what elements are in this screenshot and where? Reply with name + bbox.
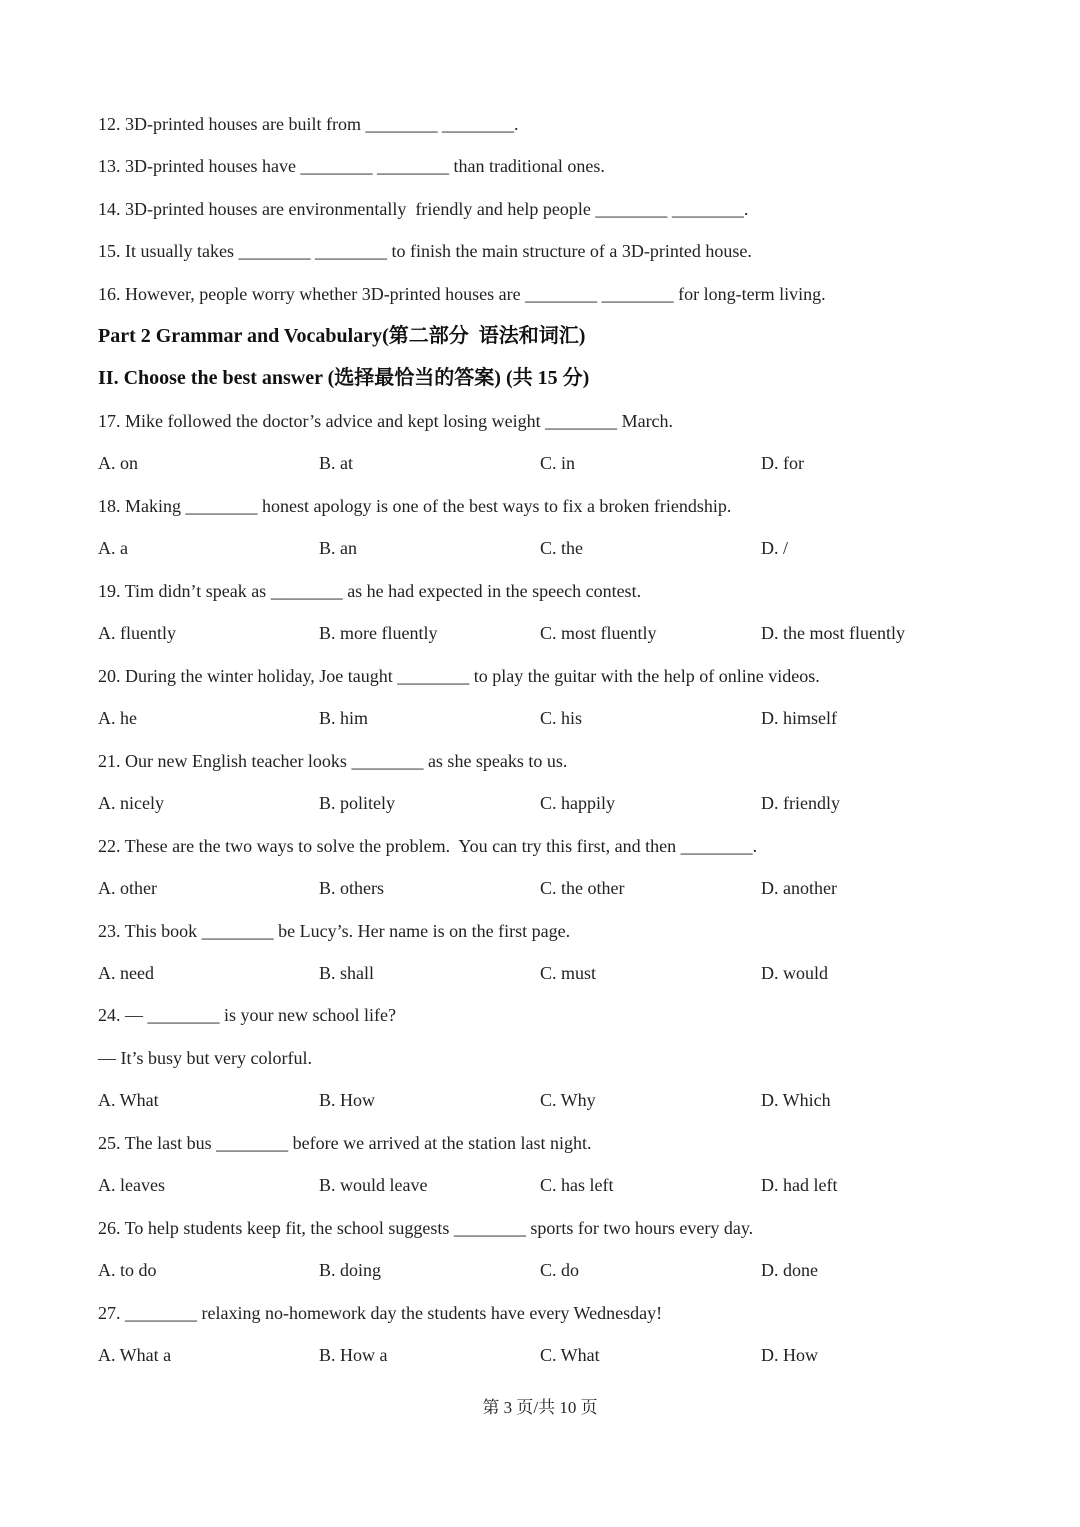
section2-heading: II. Choose the best answer (选择最恰当的答案) (共 15 分) xyxy=(98,367,590,389)
option-d: D. for xyxy=(761,453,804,473)
question-12: 12. 3D-printed houses are built from ________ ________. xyxy=(98,114,519,134)
option-d: D. Which xyxy=(761,1090,831,1110)
question-24-options xyxy=(98,1089,998,1111)
question-21-stem: 21. Our new English teacher looks ________ as she speaks to us. xyxy=(98,751,568,771)
option-b: B. politely xyxy=(319,793,395,813)
option-b: B. shall xyxy=(319,963,375,983)
option-c: C. do xyxy=(540,1260,580,1280)
option-a: A. need xyxy=(98,963,154,983)
option-b: B. others xyxy=(319,878,384,898)
option-a: A. nicely xyxy=(98,793,164,813)
option-c: C. happily xyxy=(540,793,615,813)
question-23-stem: 23. This book ________ be Lucy’s. Her name is on the first page. xyxy=(98,921,571,941)
option-c: C. must xyxy=(540,963,597,983)
question-14: 14. 3D-printed houses are environmentally friendly and help people ________ ________. xyxy=(98,199,749,219)
option-a: A. on xyxy=(98,453,138,473)
option-d: D. / xyxy=(761,538,788,558)
option-b: B. more fluently xyxy=(319,623,438,643)
option-a: A. a xyxy=(98,538,128,558)
question-13: 13. 3D-printed houses have ________ ________ than traditional ones. xyxy=(98,156,605,176)
option-d: D. himself xyxy=(761,708,837,728)
question-20-stem: 20. During the winter holiday, Joe taught ________ to play the guitar with the help of online videos. xyxy=(98,666,820,686)
question-25-stem: 25. The last bus ________ before we arrived at the station last night. xyxy=(98,1133,592,1153)
option-d: D. done xyxy=(761,1260,818,1280)
option-b: B. How xyxy=(319,1090,376,1110)
option-d: D. the most fluently xyxy=(761,623,905,643)
option-d: D. would xyxy=(761,963,828,983)
option-b: B. How a xyxy=(319,1345,388,1365)
option-c: C. in xyxy=(540,453,576,473)
option-c: C. the xyxy=(540,538,583,558)
page-number-footer: 第 3 页/共 10 页 xyxy=(482,1398,598,1417)
question-18-options xyxy=(98,537,998,559)
option-d: D. had left xyxy=(761,1175,838,1195)
question-19-stem: 19. Tim didn’t speak as ________ as he had expected in the speech contest. xyxy=(98,581,642,601)
option-b: B. an xyxy=(319,538,357,558)
option-a: A. What a xyxy=(98,1345,172,1365)
option-d: D. another xyxy=(761,878,837,898)
option-a: A. other xyxy=(98,878,157,898)
question-15: 15. It usually takes ________ ________ to finish the main structure of a 3D-printed house. xyxy=(98,241,752,261)
option-a: A. leaves xyxy=(98,1175,165,1195)
option-c: C. has left xyxy=(540,1175,614,1195)
question-27-options xyxy=(98,1344,998,1366)
question-22-options xyxy=(98,877,998,899)
question-19-options xyxy=(98,622,998,644)
question-17-options xyxy=(98,452,998,474)
option-d: D. friendly xyxy=(761,793,840,813)
option-c: C. Why xyxy=(540,1090,596,1110)
option-b: B. would leave xyxy=(319,1175,428,1195)
option-d: D. How xyxy=(761,1345,818,1365)
question-22-stem: 22. These are the two ways to solve the problem. You can try this first, and then ________. xyxy=(98,836,758,856)
option-b: B. doing xyxy=(319,1260,382,1280)
question-16: 16. However, people worry whether 3D-printed houses are ________ ________ for long-term living. xyxy=(98,284,826,304)
option-a: A. to do xyxy=(98,1260,157,1280)
question-18-stem: 18. Making ________ honest apology is one of the best ways to fix a broken friendship. xyxy=(98,496,732,516)
option-c: C. What xyxy=(540,1345,600,1365)
option-a: A. he xyxy=(98,708,137,728)
question-20-options xyxy=(98,707,998,729)
question-24-stem: 24. — ________ is your new school life? xyxy=(98,1005,396,1025)
question-25-options xyxy=(98,1174,998,1196)
option-a: A. What xyxy=(98,1090,159,1110)
option-c: C. most fluently xyxy=(540,623,657,643)
part2-heading: Part 2 Grammar and Vocabulary(第二部分 语法和词汇) xyxy=(98,325,586,347)
option-a: A. fluently xyxy=(98,623,176,643)
option-b: B. him xyxy=(319,708,369,728)
option-c: C. the other xyxy=(540,878,625,898)
option-c: C. his xyxy=(540,708,583,728)
question-21-options xyxy=(98,792,998,814)
question-24-response: — It’s busy but very colorful. xyxy=(98,1048,312,1068)
question-26-stem: 26. To help students keep fit, the school suggests ________ sports for two hours every day. xyxy=(98,1218,754,1238)
question-23-options xyxy=(98,962,998,984)
question-17-stem: 17. Mike followed the doctor’s advice and kept losing weight ________ March. xyxy=(98,411,674,431)
question-26-options xyxy=(98,1259,998,1281)
option-b: B. at xyxy=(319,453,353,473)
question-27-stem: 27. ________ relaxing no-homework day the students have every Wednesday! xyxy=(98,1303,663,1323)
